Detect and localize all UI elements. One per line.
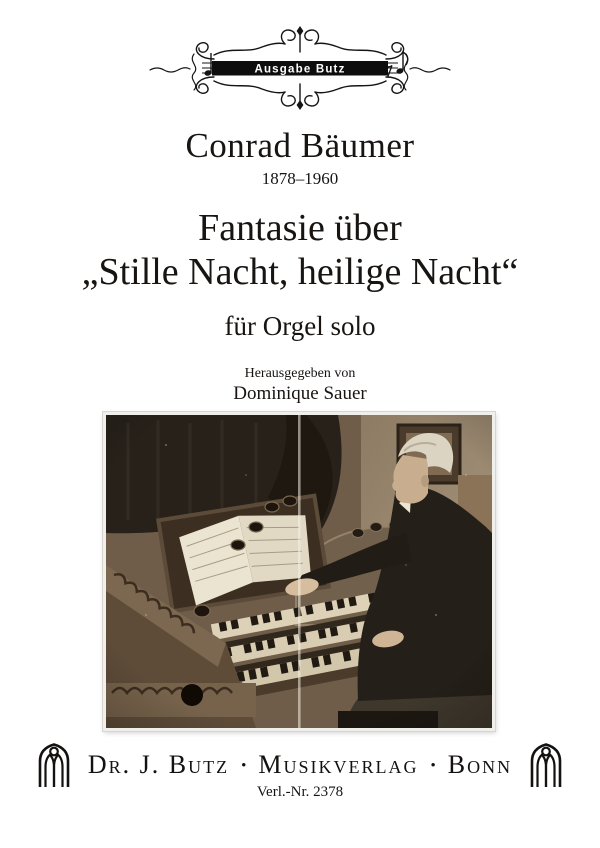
publisher-segment: Bonn <box>447 750 513 779</box>
editor-label: Herausgegeben von <box>244 366 356 381</box>
editor-name: Dominique Sauer <box>233 383 367 404</box>
publisher-name-line <box>86 750 514 780</box>
work-title-line2: „Stille Nacht, heilige Nacht“ <box>81 251 519 293</box>
publisher-segment: Dr. J. Butz <box>87 750 230 779</box>
instrumentation-subtitle: für Orgel solo <box>224 311 376 341</box>
organist-photo-illustration <box>106 415 492 728</box>
catalog-number: Verl.-Nr. 2378 <box>256 784 344 800</box>
publisher-segment: Musikverlag <box>258 750 419 779</box>
bullet-separator: • <box>430 758 436 774</box>
composer-dates: 1878–1960 <box>261 169 339 188</box>
cover-photo <box>103 412 495 731</box>
ausgabe-butz-ornament-icon <box>148 24 452 112</box>
gothic-window-icon <box>36 742 72 788</box>
publisher-edition-logo <box>0 24 600 117</box>
gothic-window-icon <box>528 742 564 788</box>
composer-name: Conrad Bäumer <box>185 126 415 165</box>
work-title-line1: Fantasie über <box>198 207 402 249</box>
logo-label: Ausgabe Butz <box>254 63 346 76</box>
publisher-imprint <box>0 742 600 788</box>
bullet-separator: • <box>241 758 247 774</box>
